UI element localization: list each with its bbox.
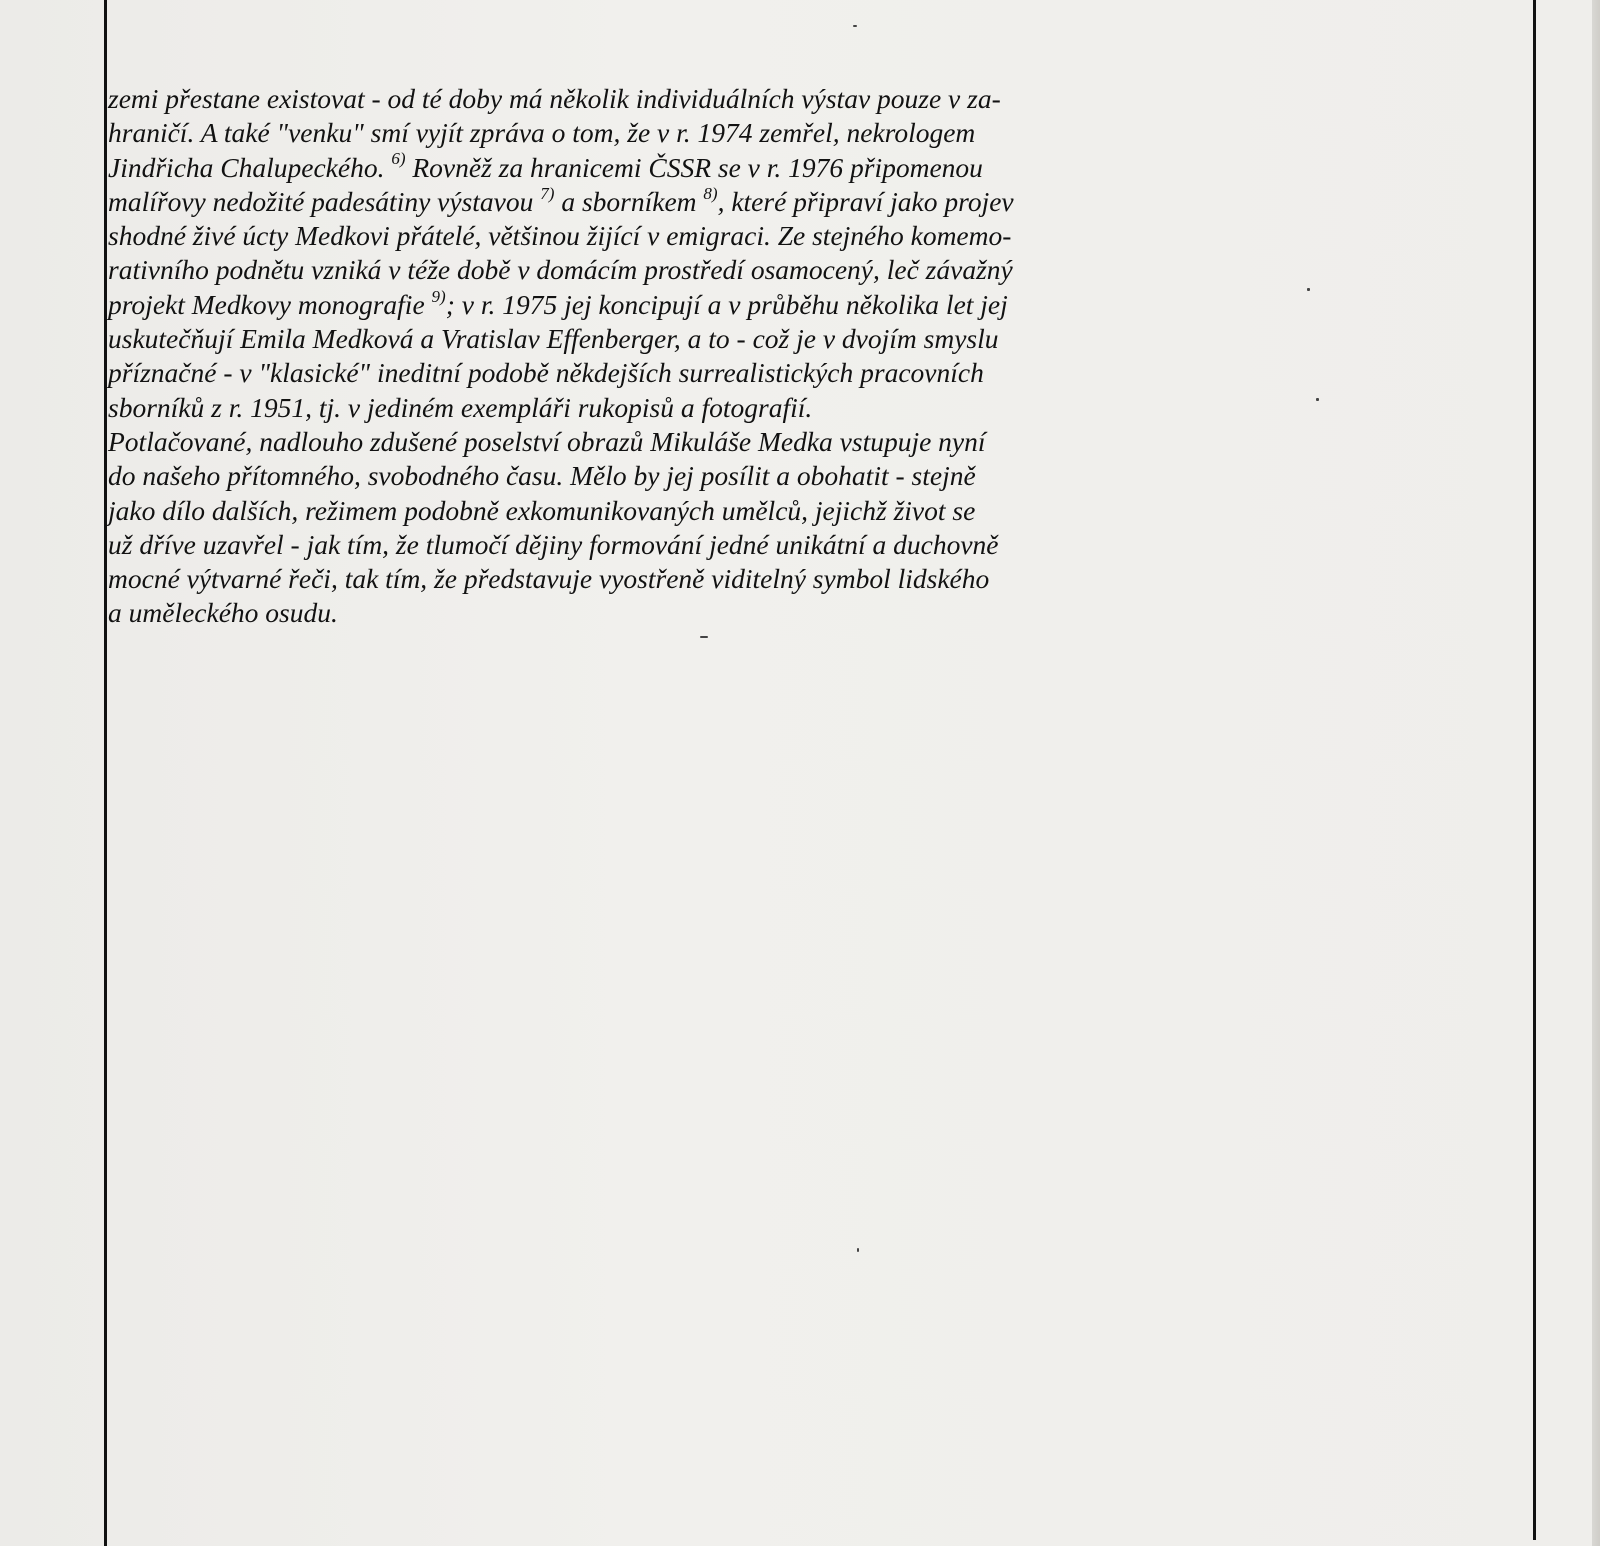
text-line: zemi přestane existovat - od té doby má několik individuálních výstav pouze v za- xyxy=(108,83,1001,114)
text-line: Jindřicha Chalupeckého. $^{6)}$ Rovněž za hranicemi ČSSR se v r. 1976 připomenou xyxy=(108,149,983,183)
text-line: Potlačované, nadlouho zdušené poselství obrazů Mikuláše Medka vstupuje nyní xyxy=(108,425,986,457)
text-line: malířovy nedožité padesátiny výstavou $^{7)}$ a sborníkem $^{8)}$, které připraví jako projev xyxy=(108,183,1014,217)
footnote-ref: 9) xyxy=(431,286,446,306)
scan-speck xyxy=(853,25,857,27)
text-line: příznačné - v "klasické" ineditní podobě někdejších surrealistických pracovních xyxy=(108,357,984,389)
scan-speck xyxy=(857,1248,859,1252)
right-margin-rule xyxy=(1533,0,1536,1540)
text-line: mocné výtvarné řeči, tak tím, že představuje vyostřeně viditelný symbol lidského xyxy=(108,563,990,595)
text-line: projekt Medkovy monografie $^{9)}$; v r. 1975 jej koncipují a v průběhu několika let jej xyxy=(108,286,1008,320)
page-edge xyxy=(1592,0,1600,1546)
text-line: do našeho přítomného, svobodného času. Mělo by jej posílit a obohatit - stejně xyxy=(108,460,976,492)
text-line: hraničí. A také "venku" smí vyjít zpráva o tom, že v r. 1974 zemřel, nekrologem xyxy=(108,117,976,149)
text-line: jako dílo dalších, režimem podobně exkomunikovaných umělců, jejichž život se xyxy=(108,494,976,526)
scan-speck xyxy=(700,636,708,638)
footnote-ref: 6) xyxy=(391,149,406,169)
footnote-ref: 7) xyxy=(540,183,555,203)
scan-speck xyxy=(1307,288,1310,291)
text-line: už dříve uzavřel - jak tím, že tlumočí dějiny formování jedné unikátní a duchovně xyxy=(108,528,999,560)
text-line: a uměleckého osudu. xyxy=(108,597,338,629)
text-line: uskutečňují Emila Medková a Vratislav Effenberger, a to - což je v dvojím smyslu xyxy=(108,323,999,355)
text-line: rativního podnětu vzniká v téže době v domácím prostředí osamocený, leč závažný xyxy=(108,254,1013,286)
left-margin-rule xyxy=(104,0,107,1546)
body-paragraph xyxy=(108,82,1208,631)
text-line: sborníků z r. 1951, tj. v jediném exempláři rukopisů a fotografií. xyxy=(108,391,813,423)
scan-speck xyxy=(1316,398,1319,401)
footnote-ref: 8) xyxy=(703,183,718,203)
text-line: shodné živé úcty Medkovi přátelé, většinou žijící v emigraci. Ze stejného komemo- xyxy=(108,220,1012,252)
